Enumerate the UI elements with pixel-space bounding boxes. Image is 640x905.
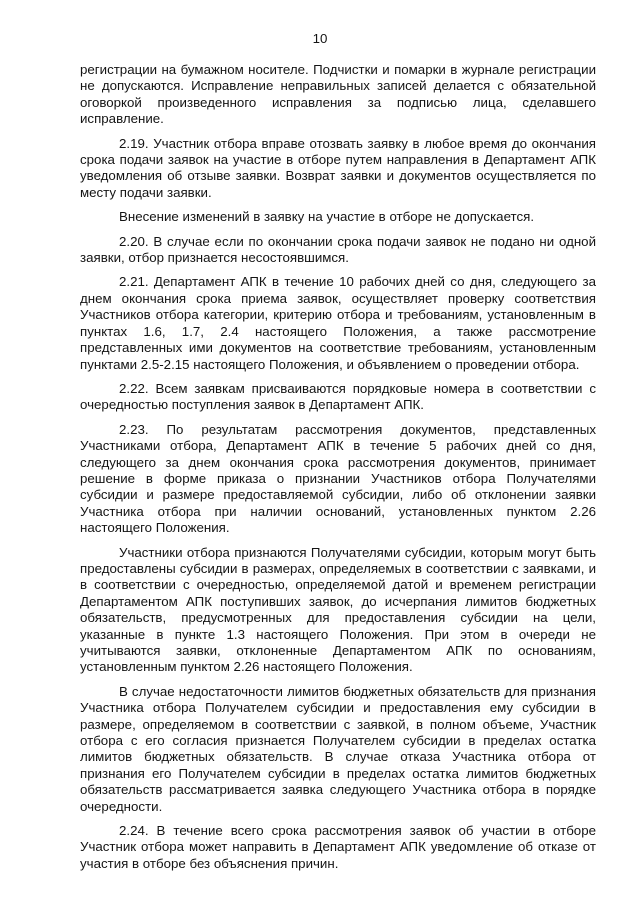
- paragraph-2-21: 2.21. Департамент АПК в течение 10 рабочих дней со дня, следующего за днем окончания срока приема заявок, осуществляет проверку соответствия Участников отбора категории, критерию отбора и требованиям, установленным в пунктах 1.6, 1.7, 2.4 настоящего Положения, а также рассмотрение представленных ими документов на соответствие требованиям, установленным пунктами 2.5-2.15 настоящего Положения, и объявлением о проведении отбора.: [80, 274, 596, 372]
- paragraph-2-19: 2.19. Участник отбора вправе отозвать заявку в любое время до окончания срока подачи заявок на участие в отборе путем направления в Департамент АПК уведомления об отзыве заявки. Возврат заявки и документов осуществляется по месту подачи заявки.: [80, 135, 596, 200]
- paragraph-2-23: 2.23. По результатам рассмотрения документов, представленных Участниками отбора, Департамент АПК в течение 5 рабочих дней со дня, следующего за днем окончания срока рассмотрения документов, принимает решение в форме приказа о признании Участников отбора Получателями субсидии и размере предоставляемой субсидии, либо об отклонении заявки Участника отбора при наличии оснований, установленных пунктом 2.26 настоящего Положения.: [80, 421, 596, 536]
- paragraph-recipients: Участники отбора признаются Получателями субсидии, которым могут быть предоставлены субсидии в размерах, определяемых в соответствии с заявками, и в соответствии с очередностью, определяемой датой и временем регистрации Департаментом АПК поступивших заявок, до исчерпания лимитов бюджетных обязательств, предусмотренных для предоставления субсидии на цели, указанные в пункте 1.3 настоящего Положения. При этом в очереди не учитываются заявки, отклоненные Департаментом АПК по основаниям, установленным пунктом 2.26 настоящего Положения.: [80, 544, 596, 675]
- document-body: [80, 62, 596, 880]
- paragraph-limits: В случае недостаточности лимитов бюджетных обязательств для признания Участника отбора Получателем субсидии и предоставления ему субсидии в размере, определяемом в соответствии с заявкой, в полном объеме, Участник отбора с его согласия признается Получателем субсидии в пределах остатка лимитов бюджетных обязательств. В случае отказа Участника отбора от признания его Получателем субсидии в пределах остатка лимитов бюджетных обязательств рассматривается заявка следующего Участника отбора в порядке очередности.: [80, 683, 596, 814]
- page-number: 10: [312, 31, 328, 46]
- paragraph-2-24: 2.24. В течение всего срока рассмотрения заявок об участии в отборе Участник отбора может направить в Департамент АПК уведомление об отказе от участия в отборе без объяснения причин.: [80, 823, 596, 871]
- paragraph-2-20: 2.20. В случае если по окончании срока подачи заявок не подано ни одной заявки, отбор признается несостоявшимся.: [80, 233, 596, 266]
- paragraph-no-changes: Внесение изменений в заявку на участие в отборе не допускается.: [119, 209, 535, 225]
- paragraph-continuation: регистрации на бумажном носителе. Подчистки и помарки в журнале регистрации не допускаются. Исправление неправильных записей делается с обязательной оговоркой произведенного исправления за подписью лица, сделавшего исправление.: [80, 62, 596, 127]
- paragraph-2-22: 2.22. Всем заявкам присваиваются порядковые номера в соответствии с очередностью поступления заявок в Департамент АПК.: [80, 380, 596, 413]
